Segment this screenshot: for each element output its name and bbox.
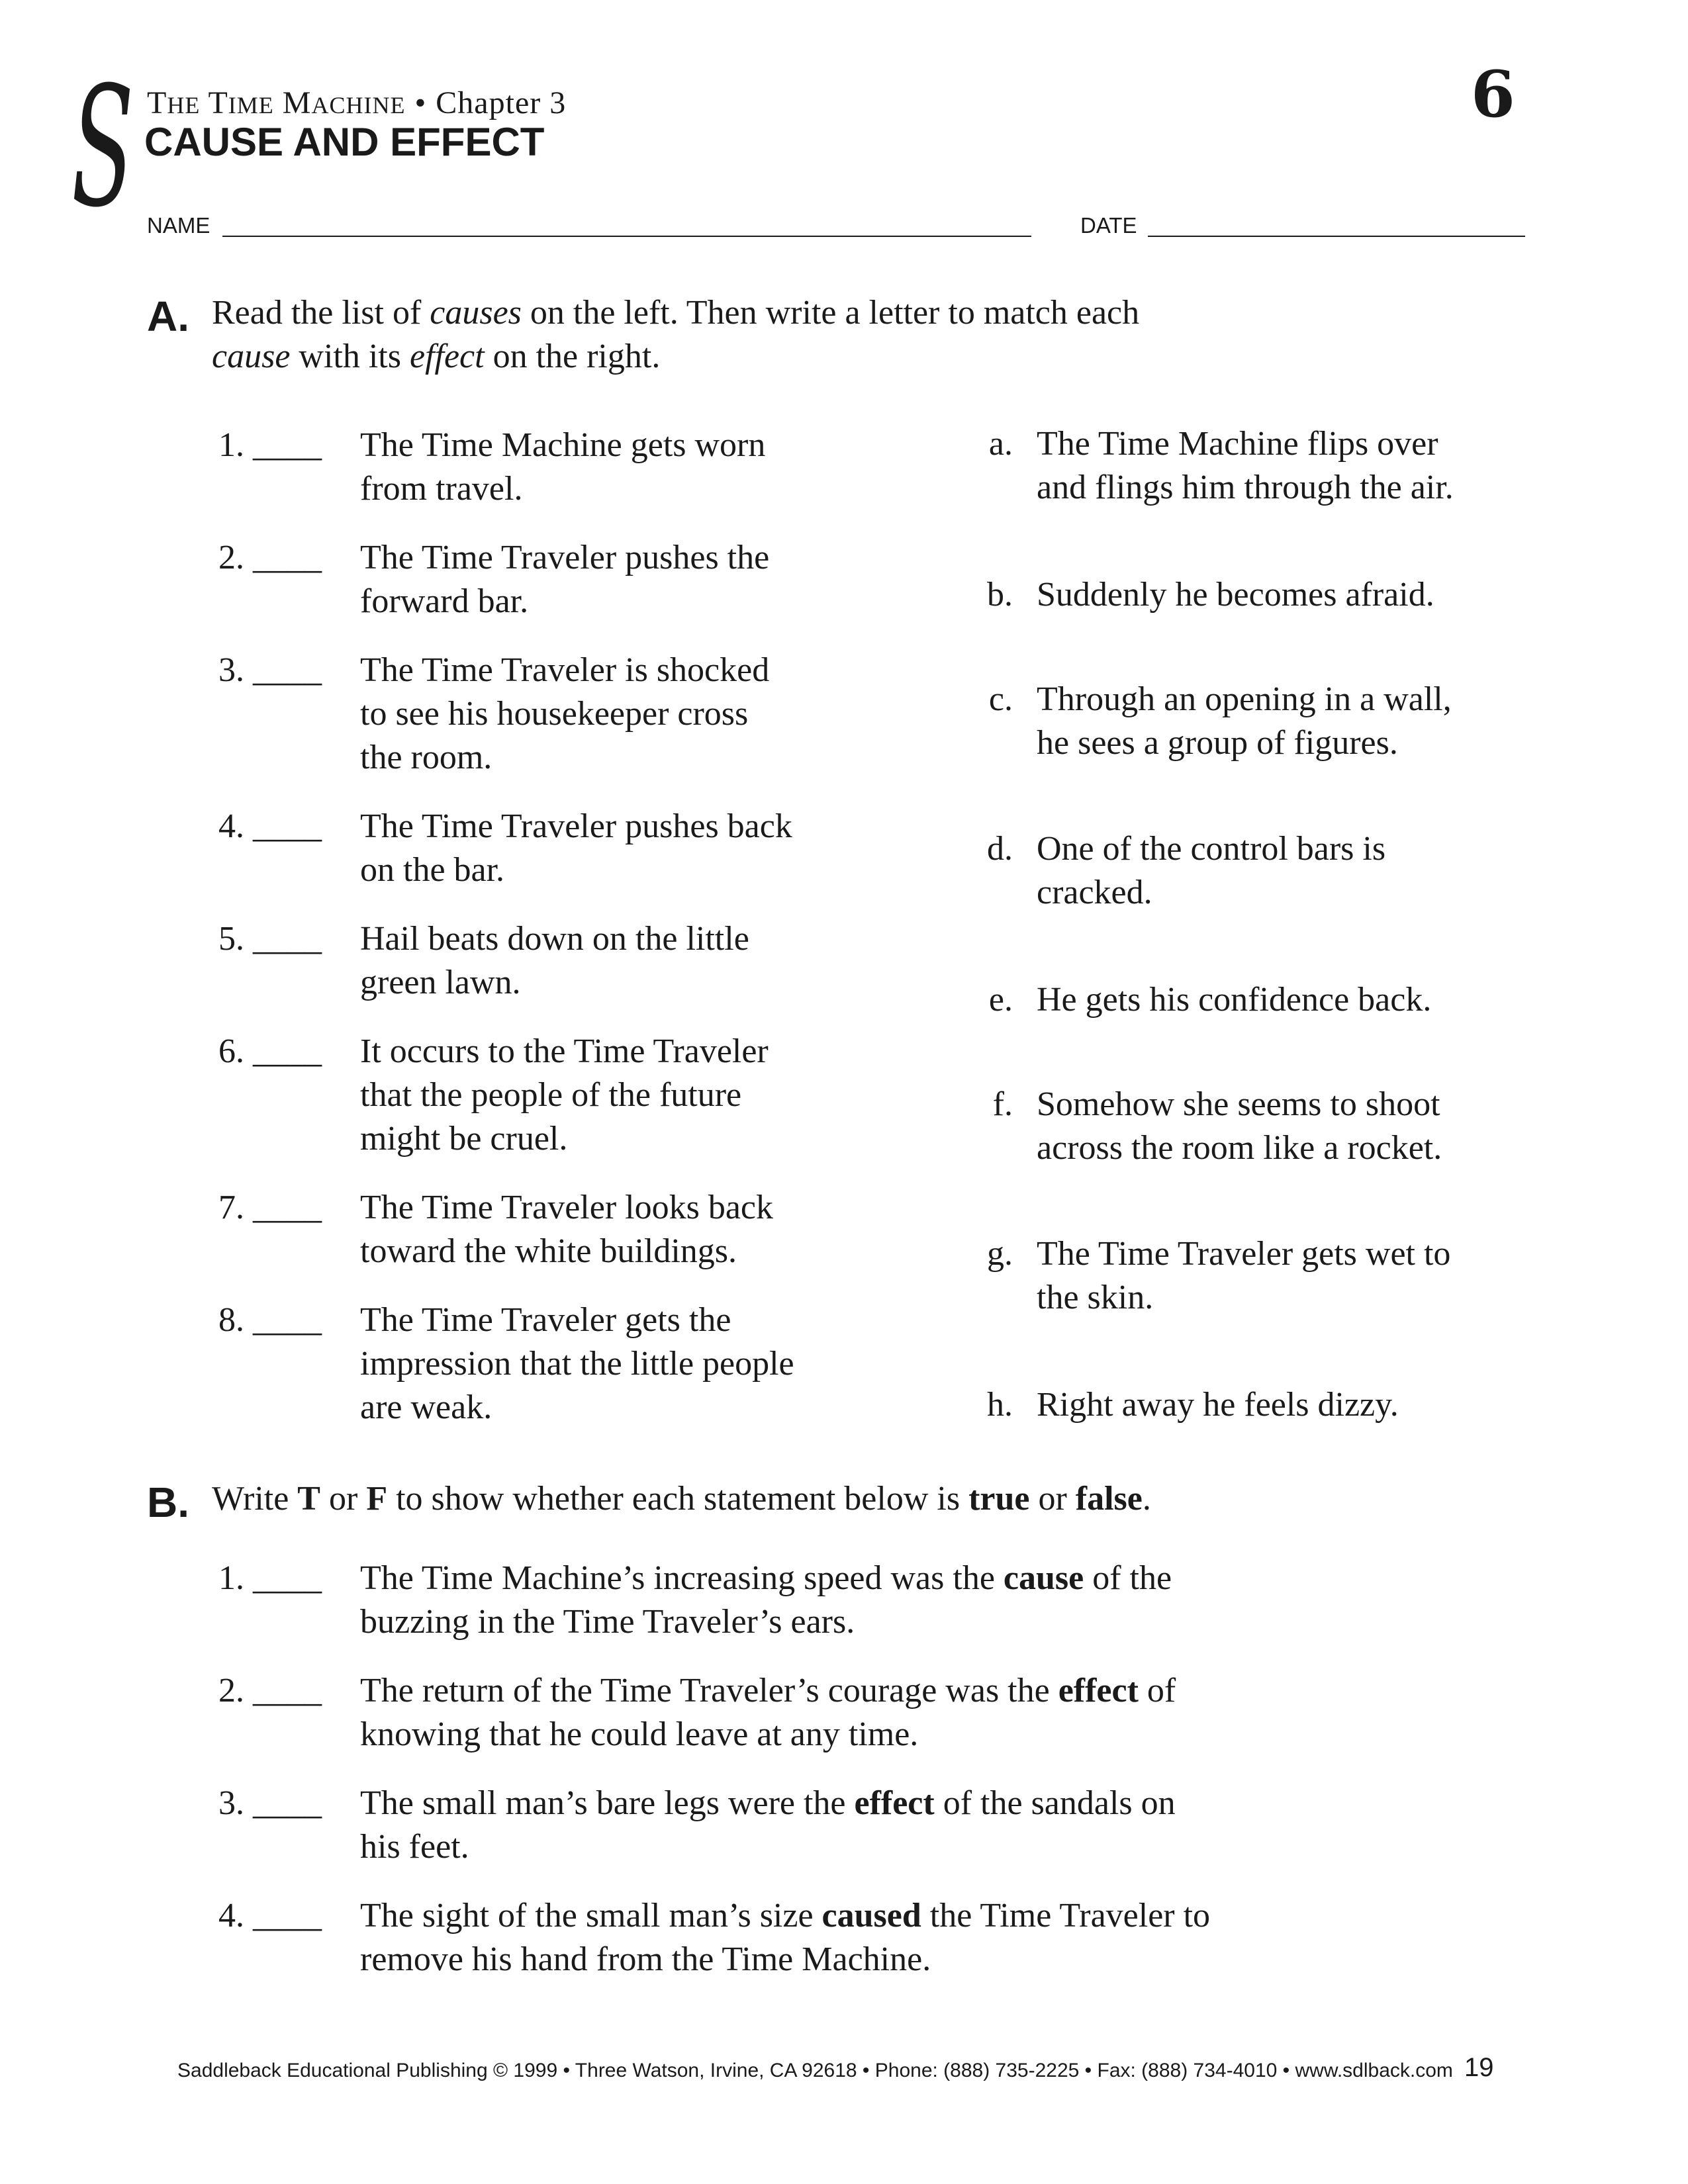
effect-letter: c. <box>988 680 1013 718</box>
worksheet-subtitle: CAUSE AND EFFECT <box>144 120 545 164</box>
statement-number[interactable]: 1. ____ <box>218 1559 322 1597</box>
statement-line2: buzzing in the Time Traveler’s ears. <box>360 1603 855 1641</box>
section-b-instructions: Write T or F to show whether each statement below is true or false. <box>212 1480 1151 1518</box>
title-M: M <box>282 85 312 120</box>
cause-number[interactable]: 1. ____ <box>218 426 322 464</box>
chapter-label: Chapter 3 <box>436 85 567 120</box>
section-a-letter: A. <box>147 293 189 340</box>
effect-text: The Time Traveler gets wet to the skin. <box>1037 1235 1451 1316</box>
effect-text: One of the control bars is cracked. <box>1037 830 1386 911</box>
page-number: 19 <box>1464 2053 1494 2082</box>
effect-letter: e. <box>988 981 1013 1019</box>
cause-number[interactable]: 3. ____ <box>218 651 322 689</box>
effect-text: Through an opening in a wall, he sees a group of figures. <box>1037 680 1452 762</box>
cause-number[interactable]: 7. ____ <box>218 1189 322 1226</box>
worksheet-number: 6 <box>1471 57 1515 132</box>
cause-text: The Time Traveler looks back toward the white buildings. <box>360 1189 773 1270</box>
logo-letter: S <box>71 51 134 244</box>
cause-text: The Time Traveler is shocked to see his housekeeper cross the room. <box>360 651 770 776</box>
statement-line1: The return of the Time Traveler’s courage was the effect of <box>360 1672 1176 1709</box>
name-field[interactable] <box>222 236 1031 237</box>
statement-number[interactable]: 3. ____ <box>218 1784 322 1822</box>
effect-text: Right away he feels dizzy. <box>1037 1386 1399 1424</box>
effect-text: Suddenly he becomes afraid. <box>1037 576 1434 614</box>
title-he: HE <box>167 92 201 118</box>
effect-letter: g. <box>987 1235 1013 1273</box>
statement-line2: remove his hand from the Time Machine. <box>360 1940 931 1978</box>
effect-text: Somehow she seems to shoot across the room like a rocket. <box>1037 1085 1442 1167</box>
title-T: T <box>147 85 167 120</box>
effect-letter: a. <box>988 425 1013 463</box>
cause-text: The Time Traveler pushes the forward bar. <box>360 539 770 620</box>
title-achine: ACHINE <box>311 92 406 118</box>
cause-text: The Time Traveler pushes back on the bar. <box>360 807 792 889</box>
title-T2: T <box>208 85 228 120</box>
cause-number[interactable]: 8. ____ <box>218 1301 322 1339</box>
cause-text: The Time Machine gets worn from travel. <box>360 426 766 508</box>
effect-letter: d. <box>987 830 1013 868</box>
statement-line2: his feet. <box>360 1828 469 1866</box>
date-field[interactable] <box>1148 236 1525 237</box>
effect-letter: b. <box>987 576 1013 614</box>
effect-letter: f. <box>992 1085 1013 1123</box>
statement-line1: The Time Machine’s increasing speed was the cause of the <box>360 1559 1172 1597</box>
statement-number[interactable]: 4. ____ <box>218 1897 322 1934</box>
statement-line2: knowing that he could leave at any time. <box>360 1715 919 1753</box>
book-title <box>147 85 566 121</box>
cause-text: It occurs to the Time Traveler that the people of the future might be cruel. <box>360 1032 769 1158</box>
statement-line1: The sight of the small man’s size caused the Time Traveler to <box>360 1897 1211 1934</box>
effect-text: He gets his confidence back. <box>1037 981 1432 1019</box>
cause-number[interactable]: 2. ____ <box>218 539 322 576</box>
cause-text: The Time Traveler gets the impression that the little people are weak. <box>360 1301 794 1426</box>
name-label: NAME <box>147 213 211 238</box>
section-b-letter: B. <box>147 1479 189 1526</box>
title-ime: IME <box>228 92 274 118</box>
title-separator: • <box>414 85 427 120</box>
cause-number[interactable]: 5. ____ <box>218 920 322 958</box>
date-label: DATE <box>1080 213 1137 238</box>
section-a-instructions-line2: cause with its effect on the right. <box>212 338 661 375</box>
statement-line1: The small man’s bare legs were the effect of the sandals on <box>360 1784 1176 1822</box>
effect-letter: h. <box>987 1386 1013 1424</box>
publisher-footer: Saddleback Educational Publishing © 1999 • Three Watson, Irvine, CA 92618 • Phone: (888) 735-2225 • Fax: (888) 734-4010 • www.sdlback.com <box>177 2060 1453 2081</box>
section-a-instructions-line1: Read the list of causes on the left. Then write a letter to match each <box>212 294 1140 332</box>
statement-number[interactable]: 2. ____ <box>218 1672 322 1709</box>
effect-text: The Time Machine flips over and flings him through the air. <box>1037 425 1454 506</box>
cause-text: Hail beats down on the little green lawn. <box>360 920 749 1001</box>
cause-number[interactable]: 4. ____ <box>218 807 322 845</box>
cause-number[interactable]: 6. ____ <box>218 1032 322 1070</box>
